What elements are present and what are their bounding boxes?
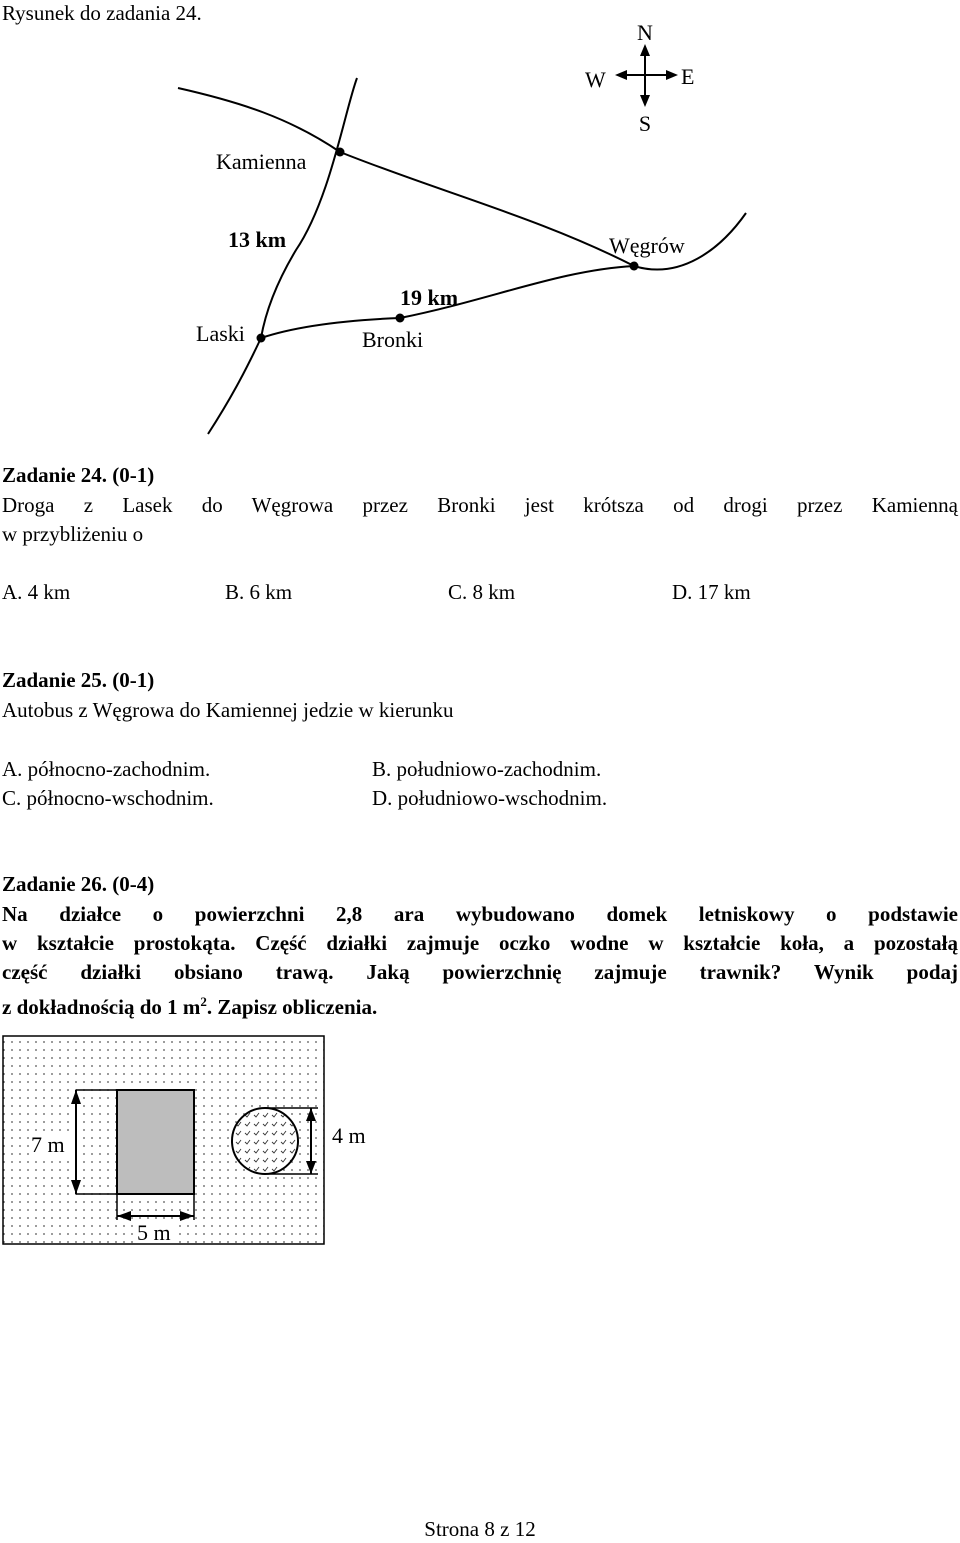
road-kamienna-laski	[208, 78, 357, 434]
compass-e: E	[681, 64, 695, 89]
arrow-north-icon	[640, 44, 650, 56]
plot-figure	[0, 1030, 340, 1255]
task25-header: Zadanie 25. (0-1)	[2, 668, 155, 692]
task24-option-d: D. 17 km	[672, 580, 751, 604]
task26-line4	[2, 987, 377, 1022]
town-dot-bronki	[396, 314, 405, 323]
compass-n: N	[637, 20, 653, 45]
label-distance-13: 13 km	[228, 227, 287, 252]
label-bronki: Bronki	[362, 327, 424, 352]
label-laski: Laski	[196, 321, 245, 346]
pond	[232, 1108, 298, 1174]
town-dot-laski	[257, 334, 266, 343]
arrow-east-icon	[666, 70, 678, 80]
task25-option-a: A. północno-zachodnim.	[2, 757, 211, 781]
map-figure	[0, 0, 960, 460]
task26-header: Zadanie 26. (0-4)	[2, 872, 155, 896]
house	[117, 1090, 194, 1194]
house-height-label: 7 m	[31, 1132, 65, 1157]
task24-header: Zadanie 24. (0-1)	[2, 463, 155, 487]
task24-option-a: A. 4 km	[2, 580, 71, 604]
figure-caption: Rysunek do zadania 24.	[2, 1, 202, 25]
label-kamienna: Kamienna	[216, 149, 307, 174]
town-dot-wegrow	[630, 262, 639, 271]
task24-option-b: B. 6 km	[225, 580, 293, 604]
task26-line4-pre: z dokładnością do 1 m	[2, 995, 201, 1019]
task26-line4-sup: 2	[200, 994, 207, 1009]
arrow-south-icon	[640, 95, 650, 107]
task24-line1: Droga z Lasek do Węgrowa przez Bronki jest krótsza od drogi przez Kamienną	[2, 493, 958, 517]
task24-line2: w przybliżeniu o	[2, 522, 144, 546]
house-width-label: 5 m	[137, 1220, 171, 1245]
compass-rose	[585, 20, 694, 136]
label-distance-19: 19 km	[400, 285, 459, 310]
road-north	[178, 88, 340, 152]
arrow-west-icon	[615, 70, 627, 80]
compass-s: S	[638, 111, 652, 136]
task26-line1: Na działce o powierzchni 2,8 ara wybudowano domek letniskowy o podstawie	[2, 902, 958, 926]
town-dot-kamienna	[336, 148, 345, 157]
task25-option-d: D. południowo-wschodnim.	[372, 786, 608, 810]
task26-line4-post: . Zapisz obliczenia.	[206, 995, 378, 1019]
label-wegrow: Węgrów	[609, 233, 685, 258]
pond-diameter-label: 4 m	[332, 1123, 366, 1148]
task24-option-c: C. 8 km	[448, 580, 516, 604]
task26-line2: w kształcie prostokąta. Część działki zajmuje oczko wodne w kształcie koła, a pozostałą	[2, 931, 958, 955]
task26-line3: część działki obsiano trawą. Jaką powierzchnię zajmuje trawnik? Wynik podaj	[2, 960, 958, 984]
road-kamienna-wegrow	[340, 152, 634, 266]
page-footer: Strona 8 z 12	[424, 1517, 536, 1541]
task25-option-c: C. północno-wschodnim.	[2, 786, 214, 810]
task25-option-b: B. południowo-zachodnim.	[372, 757, 602, 781]
task25-question: Autobus z Węgrowa do Kamiennej jedzie w kierunku	[2, 698, 454, 722]
compass-w: W	[585, 67, 606, 92]
